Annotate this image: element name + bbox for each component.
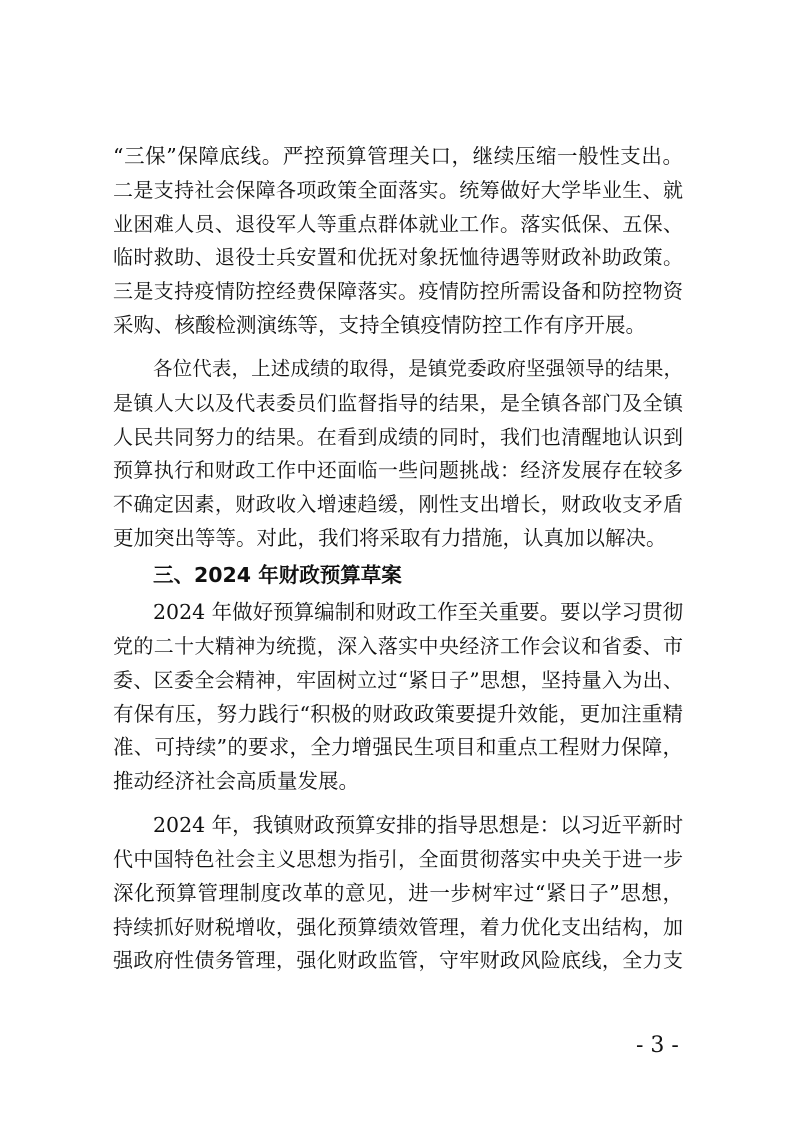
- body-text-line: 党的二十大精神为统揽，深入落实中央经济工作会议和省委、市: [113, 634, 683, 658]
- body-text-line: 是镇人大以及代表委员们监督指导的结果，是全镇各部门及全镇: [113, 391, 683, 415]
- body-text-line: 临时救助、退役士兵安置和优抚对象抚恤待遇等财政补助政策。: [113, 245, 683, 269]
- paragraph-first-line: 各位代表，上述成绩的取得，是镇党委政府坚强领导的结果，: [153, 357, 683, 380]
- body-text-line: 人民共同努力的结果。在看到成绩的同时，我们也清醒地认识到: [113, 425, 683, 449]
- body-text-line: 代中国特色社会主义思想为指引，全面贯彻落实中央关于进一步: [113, 847, 683, 871]
- body-text-line: “三保”保障底线。严控预算管理关口，继续压缩一般性支出。: [113, 144, 683, 168]
- body-text-line: 二是支持社会保障各项政策全面落实。统筹做好大学毕业生、就: [113, 178, 683, 202]
- body-text-line: 不确定因素，财政收入增速趋缓，刚性支出增长，财政收支矛盾: [113, 492, 683, 516]
- body-text-line: 委、区委全会精神，牢固树立过“紧日子”思想，坚持量入为出、: [113, 668, 683, 692]
- body-text-line: 强政府性债务管理，强化财政监管，守牢财政风险底线，全力支: [113, 948, 683, 972]
- body-text-line: 准、可持续”的要求，全力增强民生项目和重点工程财力保障，: [113, 735, 683, 759]
- paragraph-first-line: 2024 年做好预算编制和财政工作至关重要。要以学习贯彻: [153, 600, 684, 624]
- body-text-line: 有保有压，努力践行“积极的财政政策要提升效能，更加注重精: [113, 702, 683, 726]
- body-text-line: 预算执行和财政工作中还面临一些问题挑战：经济发展存在较多: [113, 458, 683, 482]
- page-number: - 3 -: [636, 1033, 679, 1058]
- body-text-line: 采购、核酸检测演练等，支持全镇疫情防控工作有序开展。: [113, 313, 646, 337]
- body-text-line: 更加突出等等。对此，我们将采取有力措施，认真加以解决。: [113, 526, 667, 550]
- paragraph-first-line: 2024 年，我镇财政预算安排的指导思想是：以习近平新时: [153, 813, 684, 837]
- body-text-line: 推动经济社会高质量发展。: [113, 769, 359, 793]
- body-text-line: 持续抓好财税增收，强化预算绩效管理，着力优化支出结构，加: [113, 915, 683, 939]
- body-text-line: 深化预算管理制度改革的意见，进一步树牢过“紧日子”思想，: [113, 881, 683, 905]
- body-text-line: 三是支持疫情防控经费保障落实。疫情防控所需设备和防控物资: [113, 279, 683, 303]
- body-text-line: 业困难人员、退役军人等重点群体就业工作。落实低保、五保、: [113, 212, 683, 236]
- section-heading: 三、2024 年财政预算草案: [153, 563, 402, 587]
